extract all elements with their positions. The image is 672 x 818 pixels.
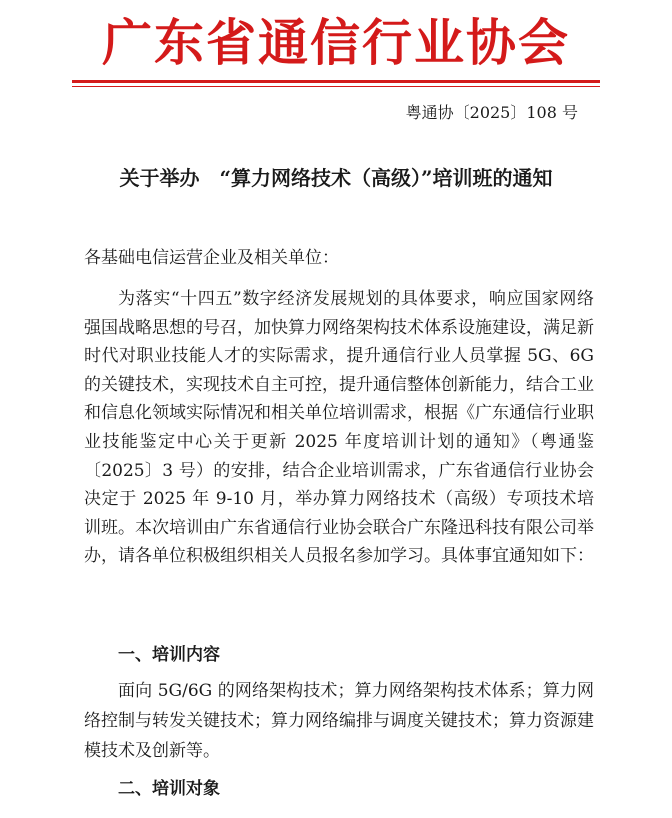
masthead-red-rule-thin	[72, 86, 600, 87]
masthead-red-rule-thick	[72, 80, 600, 83]
section-heading-training-target: 二、培训对象	[118, 779, 220, 799]
salutation: 各基础电信运营企业及相关单位：	[84, 248, 339, 268]
section-content-training-content: 面向 5G/6G 的网络架构技术；算力网络架构技术体系；算力网络控制与转发关键技术；算力网络编排与调度关键技术；算力资源建模技术及创新等。	[84, 681, 594, 761]
section-heading-training-content: 一、培训内容	[118, 645, 220, 665]
masthead-org-name: 广东省通信行业协会	[102, 14, 570, 72]
document-number: 粤通协〔2025〕108 号	[405, 103, 578, 122]
document-title: 关于举办 “算力网络技术（高级）”培训班的通知	[119, 166, 553, 190]
intro-paragraph: 为落实“十四五”数字经济发展规划的具体要求，响应国家网络强国战略思想的号召，加快算力网络架构技术体系设施建设，满足新时代对职业技能人才的实际需求，提升通信行业人员掌握 5G、6G 的关键技术，实现技术自主可控，提升通信整体创新能力，结合工业和信息化领域实际情况和相关单位培训需求，根据《广东通信行业职业技能鉴定中心关于更新 2025 年度培训计划的通知》（粤通鉴〔2025〕3 号）的安排，结合企业培训需求，广东省通信行业协会决定于 2025 年 9-10 月，举办算力网络技术（高级）专项技术培训班。本次培训由广东省通信行业协会联合广东隆迅科技有限公司举办，请各单位积极组织相关人员报名参加学习。具体事宜通知如下：	[84, 289, 594, 567]
